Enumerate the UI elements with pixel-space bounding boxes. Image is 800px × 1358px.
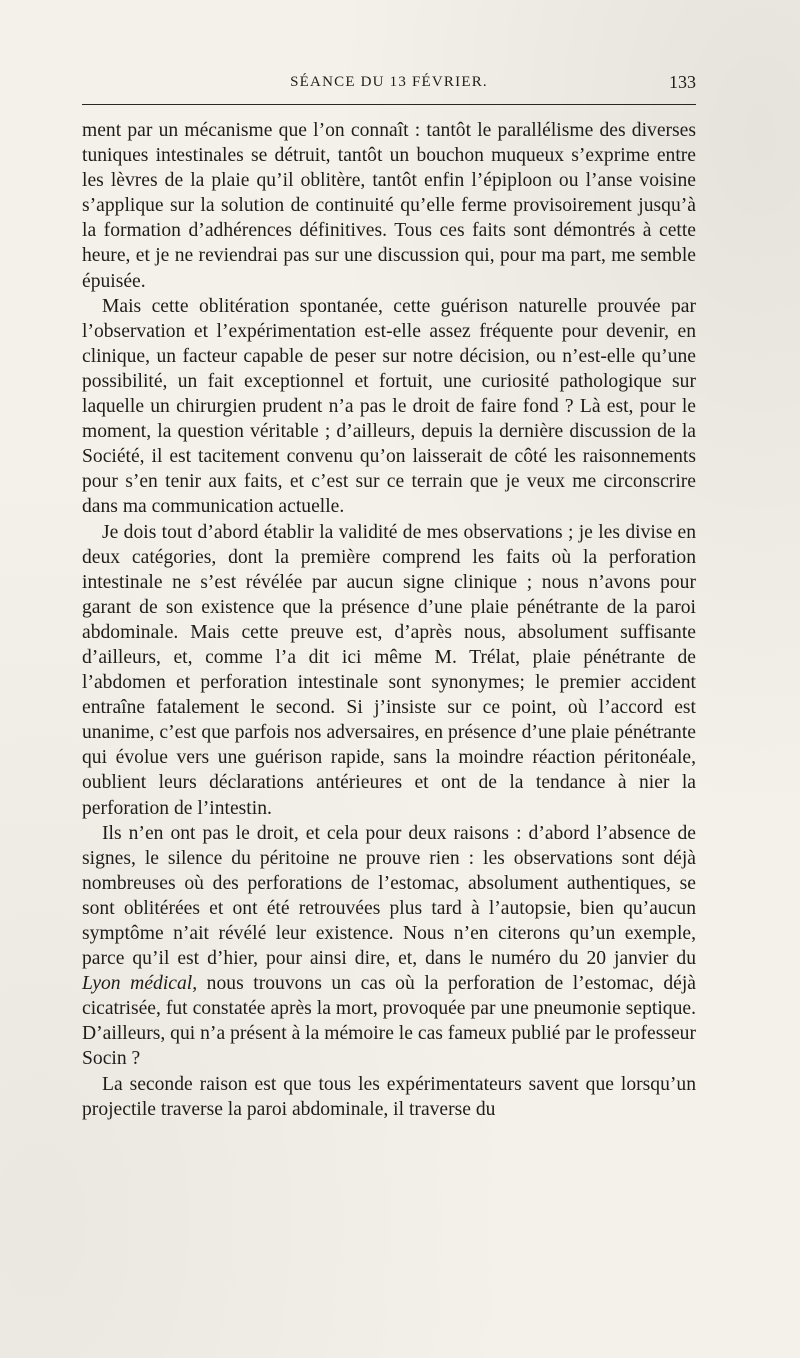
paragraph-two-reasons-part-2: nous trouvons un cas où la perforation de l’estomac, déjà cicatrisée, fut constatée après la mort, provoquée par une pneumonie septique. D’ailleurs, qui n’a présent à la mémoire le cas fameux publié par le professeur Socin ? [82,973,696,1070]
paragraph-two-reasons-part-1: Ils n’en ont pas le droit, et cela pour deux raisons : d’abord l’absence de signes, le silence du péritoine ne prouve rien : les observations sont déjà nombreuses où des perforations de l’estomac, absolument authentiques, se sont oblitérées et ont été retrouvées plus tard à l’autopsie, bien qu’aucun symptôme n’ait révélé leur existence. Nous n’en citerons qu’un exemple, parce qu’il est d’hier, pour ainsi dire, et, dans le numéro du 20 janvier du [82,822,696,970]
paragraph-observation-validity: Je dois tout d’abord établir la validité de mes observations ; je les divise en deux catégories, dont la première comprend les faits où la perforation intestinale ne s’est révélée par aucun signe clinique ; nous n’avons pour garant de son existence que la présence d’une plaie pénétrante de la paroi abdominale. Mais cette preuve est, d’après nous, absolument suffisante d’ailleurs, et, comme l’a dit ici même M. Trélat, plaie pénétrante de l’abdomen et perforation intestinale sont synonymes; le premier accident entraîne fatalement le second. Si j’insiste sur ce point, où l’accord est unanime, c’est que parfois nos adversaires, en présence d’une plaie pénétrante qui évolue vers une guérison rapide, sans la moindre réaction péritonéale, oublient leurs déclarations antérieures et ont de la tendance à nier la perforation de l’intestin. [82,521,696,819]
header-rule [82,104,696,105]
page-number: 133 [669,72,696,92]
page-header [82,74,696,98]
paragraph-two-reasons [82,821,696,1072]
running-title: SÉANCE DU 13 FÉVRIER. [290,74,488,90]
body-text [82,118,696,1122]
journal-title-lyon-medical: Lyon médical, [82,973,198,995]
paragraph-spontaneous-obliteration: Mais cette oblitération spontanée, cette guérison naturelle prouvée par l’observation et l’expérimentation est-elle assez fréquente pour devenir, en clinique, un facteur capable de peser sur notre décision, ou n’est-elle qu’une possibilité, un fait exceptionnel et fortuit, une curiosité pathologique sur laquelle un chirurgien prudent n’a pas le droit de faire fond ? Là est, pour le moment, la question véritable ; d’ailleurs, depuis la dernière discussion de la Société, il est tacitement convenu qu’on laisserait de côté les raisonnements pour s’en tenir aux faits, et c’est sur ce terrain que je veux me circonscrire dans ma communication actuelle. [82,295,696,518]
paragraph-continued: ment par un mécanisme que l’on connaît : tantôt le parallélisme des diverses tuniques intestinales se détruit, tantôt un bouchon muqueux s’exprime entre les lèvres de la plaie qu’il oblitère, tantôt enfin l’épiploon ou l’anse voisine s’applique sur la solution de continuité qu’elle ferme provisoirement jusqu’à la formation d’adhérences définitives. Tous ces faits sont démontrés à cette heure, et je ne reviendrai pas sur une discussion qui, pour ma part, me semble épuisée. [82,120,696,292]
paragraph-second-reason: La seconde raison est que tous les expérimentateurs savent que lorsqu’un projectile traverse la paroi abdominale, il traverse du [82,1073,696,1120]
